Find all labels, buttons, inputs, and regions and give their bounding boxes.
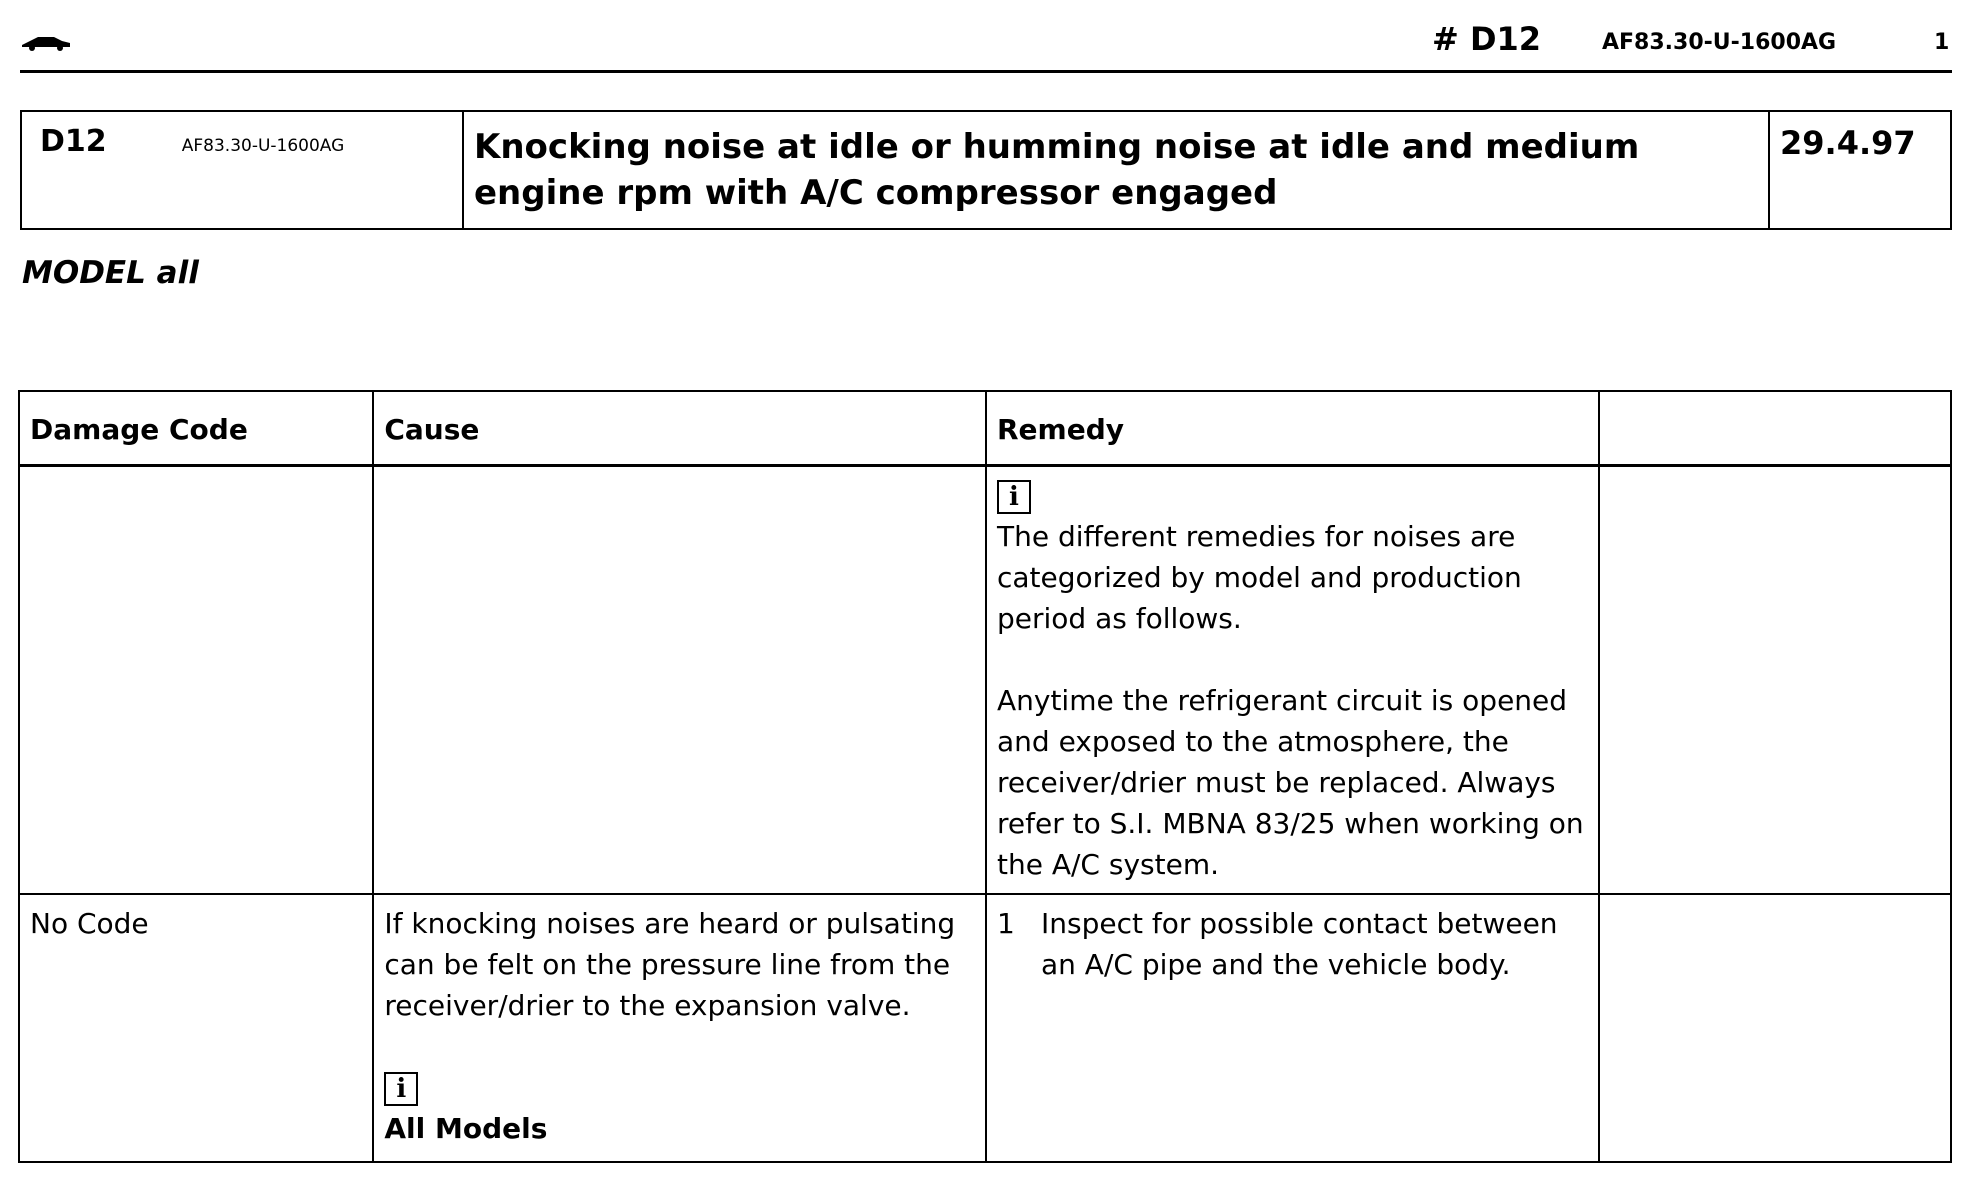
document-date: 29.4.97	[1769, 111, 1951, 229]
title-code: D12	[40, 124, 107, 159]
cause-note: All Models	[384, 1112, 548, 1145]
model-label: MODEL all	[22, 255, 199, 291]
damage-code-cell	[19, 466, 373, 895]
remedy-cell	[986, 466, 1599, 895]
header-rule	[20, 70, 1952, 73]
title-block	[20, 110, 1952, 230]
cause-cell	[373, 894, 986, 1162]
table-header-row	[19, 391, 1951, 466]
extra-cell	[1599, 894, 1951, 1162]
document-title: Knocking noise at idle or humming noise at idle and medium engine rpm with A/C compressor engaged	[463, 111, 1769, 229]
column-header-cause: Cause	[373, 391, 986, 466]
column-header-damage-code: Damage Code	[19, 391, 373, 466]
step-number: 1	[996, 907, 1015, 940]
car-icon	[20, 33, 72, 51]
header-reference: AF83.30-U-1600AG	[1602, 30, 1837, 55]
header-code: # D12	[1432, 20, 1542, 58]
info-icon: i	[384, 1072, 418, 1106]
remedy-warning: Anytime the refrigerant circuit is opened and exposed to the atmosphere, the receiver/drier must be replaced. Always refer to S.I. MBNA 83/25 when working on the A/C system.	[996, 684, 1584, 881]
page-number: 1	[1934, 30, 1950, 55]
info-icon: i	[997, 480, 1031, 514]
title-code-cell	[21, 111, 463, 229]
table-row	[19, 466, 1951, 895]
table-row	[19, 894, 1951, 1162]
remedy-cell	[986, 894, 1599, 1162]
title-reference: AF83.30-U-1600AG	[181, 136, 345, 156]
column-header-remedy: Remedy	[986, 391, 1599, 466]
step-text: Inspect for possible contact between an A/C pipe and the vehicle body.	[1040, 907, 1558, 981]
damage-code-cell: No Code	[19, 894, 373, 1162]
cause-cell	[373, 466, 986, 895]
cause-text: If knocking noises are heard or pulsating can be felt on the pressure line from the receiver/drier to the expansion valve.	[384, 907, 956, 1022]
column-header-empty	[1599, 391, 1951, 466]
remedy-note: The different remedies for noises are categorized by model and production period as follows.	[996, 520, 1522, 635]
extra-cell	[1599, 466, 1951, 895]
remedy-step	[997, 903, 1588, 985]
diagnosis-table	[18, 390, 1952, 1163]
